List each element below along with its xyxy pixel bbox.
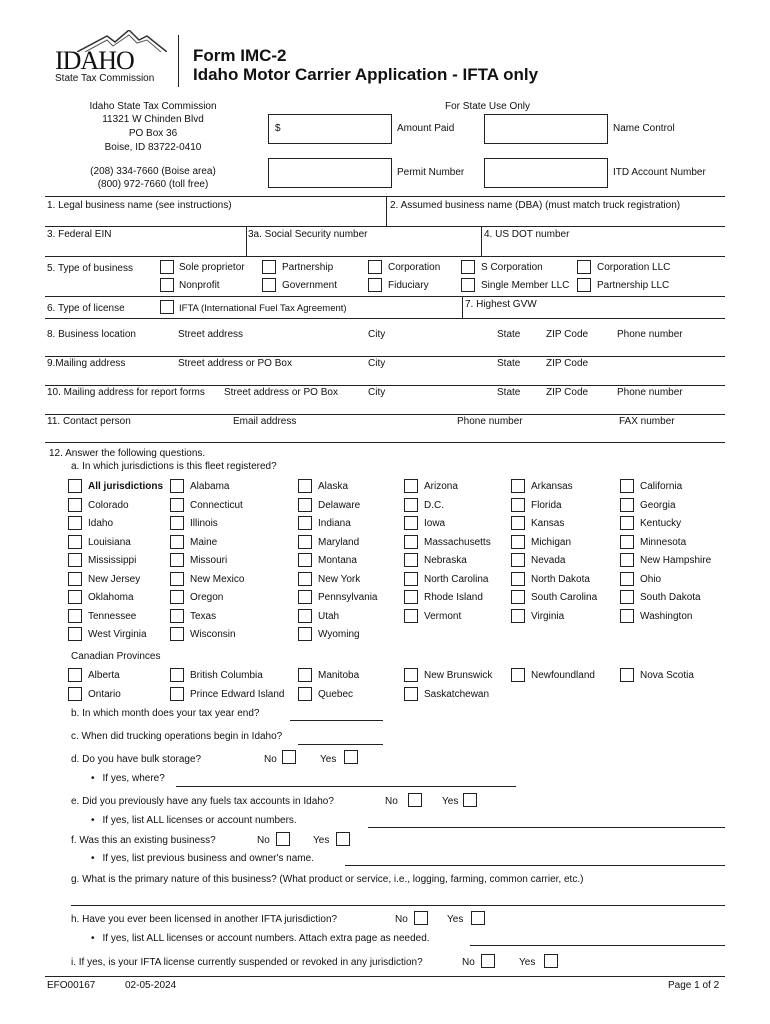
new-jersey-label: New Jersey bbox=[88, 573, 141, 585]
oklahoma-checkbox[interactable] bbox=[68, 590, 82, 604]
illinois-checkbox[interactable] bbox=[170, 516, 184, 530]
maine-checkbox[interactable] bbox=[170, 535, 184, 549]
amount-paid-box[interactable] bbox=[268, 114, 392, 144]
dba-label: 2. Assumed business name (DBA) (must match truck registration) bbox=[390, 200, 681, 211]
bulk-storage-yes-checkbox[interactable] bbox=[344, 750, 358, 764]
massachusetts-checkbox[interactable] bbox=[404, 535, 418, 549]
q12b-question: b. In which month does your tax year end? bbox=[71, 708, 260, 719]
sole-proprietor-label: Sole proprietor bbox=[179, 262, 245, 273]
q12f-yes-label: Yes bbox=[313, 835, 330, 846]
delaware-label: Delaware bbox=[318, 499, 361, 511]
michigan-label: Michigan bbox=[531, 536, 572, 548]
form-title: Idaho Motor Carrier Application - IFTA only bbox=[193, 65, 539, 84]
mailing-address-street: Street address or PO Box bbox=[178, 358, 292, 369]
wyoming-label: Wyoming bbox=[318, 629, 360, 640]
nevada-checkbox[interactable] bbox=[511, 553, 525, 567]
manitoba-label: Manitoba bbox=[318, 670, 360, 681]
ifta-license-checkbox[interactable] bbox=[160, 300, 174, 314]
partnership-checkbox[interactable] bbox=[262, 260, 276, 274]
fiduciary-label: Fiduciary bbox=[388, 280, 429, 291]
nonprofit-label: Nonprofit bbox=[179, 280, 220, 291]
pennsylvania-label: Pennsylvania bbox=[318, 592, 378, 603]
colorado-label: Colorado bbox=[88, 499, 129, 511]
alberta-label: Alberta bbox=[88, 670, 120, 681]
connecticut-label: Connecticut bbox=[190, 499, 243, 511]
kansas-label: Kansas bbox=[531, 518, 565, 529]
form-code: EFO00167 bbox=[47, 980, 96, 991]
new-hampshire-checkbox[interactable] bbox=[620, 553, 634, 567]
california-checkbox[interactable] bbox=[620, 479, 634, 493]
new-mexico-label: New Mexico bbox=[190, 573, 245, 585]
ein-label: 3. Federal EIN bbox=[47, 229, 112, 240]
q12h-no-label: No bbox=[395, 914, 408, 925]
q12g-question: g. What is the primary nature of this business? (What product or service, i.e., logging, farming, common carrier, etc.) bbox=[71, 874, 584, 885]
minnesota-label: Minnesota bbox=[640, 536, 687, 548]
manitoba-checkbox[interactable] bbox=[298, 668, 312, 682]
business-location-city: City bbox=[368, 329, 386, 340]
form-revision-date: 02-05-2024 bbox=[125, 980, 177, 991]
missouri-label: Missouri bbox=[190, 555, 228, 566]
license-type-label: 6. Type of license bbox=[47, 303, 125, 314]
arizona-checkbox[interactable] bbox=[404, 479, 418, 493]
ohio-label: Ohio bbox=[640, 573, 662, 585]
alaska-checkbox[interactable] bbox=[298, 479, 312, 493]
west-virginia-label: West Virginia bbox=[88, 629, 147, 640]
ontario-label: Ontario bbox=[88, 688, 121, 700]
single-member-llc-checkbox[interactable] bbox=[461, 278, 475, 292]
british-columbia-checkbox[interactable] bbox=[170, 668, 184, 682]
mississippi-checkbox[interactable] bbox=[68, 553, 82, 567]
oregon-checkbox[interactable] bbox=[170, 590, 184, 604]
q12-intro: 12. Answer the following questions. bbox=[49, 448, 206, 459]
louisiana-label: Louisiana bbox=[88, 536, 131, 548]
q12e-yes-label: Yes bbox=[442, 796, 459, 807]
wisconsin-label: Wisconsin bbox=[190, 629, 236, 640]
mississippi-label: Mississippi bbox=[88, 555, 137, 566]
saskatchewan-label: Saskatchewan bbox=[424, 688, 490, 700]
other-ifta-yes-checkbox[interactable] bbox=[471, 911, 485, 925]
georgia-label: Georgia bbox=[640, 499, 676, 511]
form-number: Form IMC-2 bbox=[193, 46, 287, 65]
south-dakota-label: South Dakota bbox=[640, 592, 701, 603]
bulk-storage-location-input[interactable] bbox=[176, 786, 516, 787]
q12d-question: d. Do you have bulk storage? bbox=[71, 754, 202, 765]
ssn-label: 3a. Social Security number bbox=[248, 229, 368, 240]
business-location-state: State bbox=[497, 329, 521, 340]
vermont-checkbox[interactable] bbox=[404, 609, 418, 623]
new-york-label: New York bbox=[318, 573, 361, 585]
q12h-yes-label: Yes bbox=[447, 914, 464, 925]
agency-po-box: PO Box 36 bbox=[128, 128, 178, 139]
arkansas-label: Arkansas bbox=[531, 481, 573, 492]
contact-person-label: 11. Contact person bbox=[47, 416, 131, 427]
florida-checkbox[interactable] bbox=[511, 498, 525, 512]
delaware-checkbox[interactable] bbox=[298, 498, 312, 512]
logo-wordmark: IDAHO bbox=[55, 46, 134, 75]
government-label: Government bbox=[282, 280, 338, 291]
logo-subtext: State Tax Commission bbox=[55, 73, 155, 84]
business-type-label: 5. Type of business bbox=[47, 263, 133, 274]
new-york-checkbox[interactable] bbox=[298, 572, 312, 586]
alabama-checkbox[interactable] bbox=[170, 479, 184, 493]
vermont-label: Vermont bbox=[424, 610, 462, 622]
quebec-checkbox[interactable] bbox=[298, 687, 312, 701]
q12c-question: c. When did trucking operations begin in Idaho? bbox=[71, 731, 283, 742]
oregon-label: Oregon bbox=[190, 592, 224, 603]
idaho-checkbox[interactable] bbox=[68, 516, 82, 530]
partnership-llc-checkbox[interactable] bbox=[577, 278, 591, 292]
partnership-llc-label: Partnership LLC bbox=[597, 280, 670, 291]
s-corporation-label: S Corporation bbox=[481, 262, 543, 273]
license-suspended-no-checkbox[interactable] bbox=[481, 954, 495, 968]
corporation-label: Corporation bbox=[388, 262, 441, 273]
british-columbia-label: British Columbia bbox=[190, 670, 263, 681]
quebec-label: Quebec bbox=[318, 688, 354, 700]
bulk-storage-no-checkbox[interactable] bbox=[282, 750, 296, 764]
north-carolina-checkbox[interactable] bbox=[404, 572, 418, 586]
wisconsin-checkbox[interactable] bbox=[170, 627, 184, 641]
single-member-llc-label: Single Member LLC bbox=[481, 280, 570, 291]
s-corporation-checkbox[interactable] bbox=[461, 260, 475, 274]
q12f-question: f. Was this an existing business? bbox=[71, 835, 216, 846]
q12i-no-label: No bbox=[462, 957, 475, 968]
q12f-followup: • If yes, list previous business and owner's name. bbox=[91, 853, 314, 865]
q12h-question: h. Have you ever been licensed in another IFTA jurisdiction? bbox=[71, 914, 338, 925]
usdot-label: 4. US DOT number bbox=[484, 229, 570, 240]
florida-label: Florida bbox=[531, 499, 562, 511]
agency-logo bbox=[55, 30, 175, 85]
washington-label: Washington bbox=[640, 610, 693, 622]
report-address-street: Street address or PO Box bbox=[224, 387, 338, 398]
michigan-checkbox[interactable] bbox=[511, 535, 525, 549]
business-location-zip: ZIP Code bbox=[546, 329, 589, 340]
virginia-checkbox[interactable] bbox=[511, 609, 525, 623]
ohio-checkbox[interactable] bbox=[620, 572, 634, 586]
prior-fuel-tax-no-checkbox[interactable] bbox=[408, 793, 422, 807]
dollar-sign: $ bbox=[275, 123, 281, 134]
q12i-question: i. If yes, is your IFTA license currently suspended or revoked in any jurisdiction? bbox=[71, 957, 423, 968]
arkansas-checkbox[interactable] bbox=[511, 479, 525, 493]
new-brunswick-label: New Brunswick bbox=[424, 670, 493, 681]
new-jersey-checkbox[interactable] bbox=[68, 572, 82, 586]
texas-checkbox[interactable] bbox=[170, 609, 184, 623]
existing-business-yes-checkbox[interactable] bbox=[336, 832, 350, 846]
texas-label: Texas bbox=[190, 610, 217, 622]
alabama-label: Alabama bbox=[190, 481, 230, 492]
agency-city: Boise, ID 83722-0410 bbox=[104, 142, 202, 153]
q12a-question: a. In which jurisdictions is this fleet registered? bbox=[71, 461, 277, 472]
itd-account-label: ITD Account Number bbox=[613, 167, 706, 178]
maryland-label: Maryland bbox=[318, 536, 360, 548]
other-ifta-no-checkbox[interactable] bbox=[414, 911, 428, 925]
d-c-checkbox[interactable] bbox=[404, 498, 418, 512]
alaska-label: Alaska bbox=[318, 481, 349, 492]
existing-business-no-checkbox[interactable] bbox=[276, 832, 290, 846]
q12e-followup: • If yes, list ALL licenses or account numbers. bbox=[91, 815, 297, 827]
canadian-provinces-heading: Canadian Provinces bbox=[71, 651, 161, 662]
contact-fax-label: FAX number bbox=[619, 416, 675, 427]
operations-begin-input[interactable] bbox=[298, 744, 383, 745]
prince-edward-island-label: Prince Edward Island bbox=[190, 688, 285, 700]
business-nature-input[interactable] bbox=[71, 905, 725, 906]
idaho-label: Idaho bbox=[88, 518, 114, 529]
report-address-label: 10. Mailing address for report forms bbox=[47, 387, 205, 398]
kansas-checkbox[interactable] bbox=[511, 516, 525, 530]
georgia-checkbox[interactable] bbox=[620, 498, 634, 512]
fiduciary-checkbox[interactable] bbox=[368, 278, 382, 292]
colorado-checkbox[interactable] bbox=[68, 498, 82, 512]
maine-label: Maine bbox=[190, 536, 218, 548]
report-address-state: State bbox=[497, 387, 521, 398]
agency-name: Idaho State Tax Commission bbox=[89, 101, 217, 112]
north-dakota-label: North Dakota bbox=[531, 573, 590, 585]
contact-phone-label: Phone number bbox=[457, 416, 523, 427]
government-checkbox[interactable] bbox=[262, 278, 276, 292]
tax-year-end-input[interactable] bbox=[290, 720, 383, 721]
all-jurisdictions-label: All jurisdictions bbox=[88, 481, 164, 492]
maryland-checkbox[interactable] bbox=[298, 535, 312, 549]
california-label: California bbox=[640, 481, 683, 492]
prior-accounts-input[interactable] bbox=[368, 827, 725, 828]
louisiana-checkbox[interactable] bbox=[68, 535, 82, 549]
newfoundland-label: Newfoundland bbox=[531, 670, 595, 681]
permit-number-box[interactable] bbox=[268, 158, 392, 188]
washington-checkbox[interactable] bbox=[620, 609, 634, 623]
nonprofit-checkbox[interactable] bbox=[160, 278, 174, 292]
corporation-llc-label: Corporation LLC bbox=[597, 262, 671, 273]
page-number: Page 1 of 2 bbox=[668, 980, 720, 991]
ifta-license-label: IFTA (International Fuel Tax Agreement) bbox=[179, 303, 347, 314]
indiana-label: Indiana bbox=[318, 518, 351, 529]
itd-account-box[interactable] bbox=[484, 158, 608, 188]
rhode-island-checkbox[interactable] bbox=[404, 590, 418, 604]
nova-scotia-checkbox[interactable] bbox=[620, 668, 634, 682]
agency-street: 11321 W Chinden Blvd bbox=[102, 114, 204, 125]
corporation-checkbox[interactable] bbox=[368, 260, 382, 274]
virginia-label: Virginia bbox=[531, 610, 565, 622]
previous-owner-input[interactable] bbox=[345, 865, 725, 866]
arizona-label: Arizona bbox=[424, 481, 458, 492]
missouri-checkbox[interactable] bbox=[170, 553, 184, 567]
business-location-label: 8. Business location bbox=[47, 329, 136, 340]
q12i-yes-label: Yes bbox=[519, 957, 536, 968]
wyoming-checkbox[interactable] bbox=[298, 627, 312, 641]
header-divider bbox=[178, 35, 179, 87]
partnership-label: Partnership bbox=[282, 262, 334, 273]
nova-scotia-label: Nova Scotia bbox=[640, 670, 694, 681]
mailing-address-zip: ZIP Code bbox=[546, 358, 589, 369]
mailing-address-state: State bbox=[497, 358, 521, 369]
q12e-no-label: No bbox=[385, 796, 398, 807]
utah-label: Utah bbox=[318, 610, 340, 622]
agency-phone-tollfree: (800) 972-7660 (toll free) bbox=[97, 179, 209, 190]
minnesota-checkbox[interactable] bbox=[620, 535, 634, 549]
name-control-label: Name Control bbox=[613, 123, 675, 134]
oklahoma-label: Oklahoma bbox=[88, 592, 134, 603]
sole-proprietor-checkbox[interactable] bbox=[160, 260, 174, 274]
massachusetts-label: Massachusetts bbox=[424, 536, 491, 548]
business-location-phone: Phone number bbox=[617, 329, 683, 340]
business-location-street: Street address bbox=[178, 329, 244, 340]
indiana-checkbox[interactable] bbox=[298, 516, 312, 530]
newfoundland-checkbox[interactable] bbox=[511, 668, 525, 682]
south-carolina-checkbox[interactable] bbox=[511, 590, 525, 604]
agency-phone-local: (208) 334-7660 (Boise area) bbox=[90, 166, 216, 177]
report-address-city: City bbox=[368, 387, 386, 398]
report-address-phone: Phone number bbox=[617, 387, 683, 398]
connecticut-checkbox[interactable] bbox=[170, 498, 184, 512]
license-suspended-yes-checkbox[interactable] bbox=[544, 954, 558, 968]
south-dakota-checkbox[interactable] bbox=[620, 590, 634, 604]
west-virginia-checkbox[interactable] bbox=[68, 627, 82, 641]
nebraska-label: Nebraska bbox=[424, 555, 467, 566]
kentucky-label: Kentucky bbox=[640, 518, 682, 529]
report-address-zip: ZIP Code bbox=[546, 387, 589, 398]
state-use-heading: For State Use Only bbox=[445, 101, 531, 112]
q12f-no-label: No bbox=[257, 835, 270, 846]
q12d-yes-label: Yes bbox=[320, 754, 337, 765]
new-brunswick-checkbox[interactable] bbox=[404, 668, 418, 682]
tennessee-checkbox[interactable] bbox=[68, 609, 82, 623]
iowa-checkbox[interactable] bbox=[404, 516, 418, 530]
q12h-followup: • If yes, list ALL licenses or account numbers. Attach extra page as needed. bbox=[91, 933, 430, 945]
other-ifta-accounts-input[interactable] bbox=[470, 945, 725, 946]
all-jurisdictions-checkbox[interactable] bbox=[68, 479, 82, 493]
q12e-question: e. Did you previously have any fuels tax accounts in Idaho? bbox=[71, 796, 334, 807]
q12d-followup: • If yes, where? bbox=[91, 773, 165, 785]
utah-checkbox[interactable] bbox=[298, 609, 312, 623]
q12d-no-label: No bbox=[264, 754, 277, 765]
nevada-label: Nevada bbox=[531, 555, 566, 566]
tennessee-label: Tennessee bbox=[88, 610, 137, 622]
new-hampshire-label: New Hampshire bbox=[640, 555, 712, 566]
mailing-address-label: 9.Mailing address bbox=[47, 358, 126, 369]
montana-label: Montana bbox=[318, 555, 357, 566]
north-carolina-label: North Carolina bbox=[424, 573, 489, 585]
name-control-box[interactable] bbox=[484, 114, 608, 144]
highest-gvw-label: 7. Highest GVW bbox=[465, 299, 537, 310]
north-dakota-checkbox[interactable] bbox=[511, 572, 525, 586]
contact-email-label: Email address bbox=[233, 416, 297, 427]
illinois-label: Illinois bbox=[190, 518, 218, 529]
permit-number-label: Permit Number bbox=[397, 167, 465, 178]
alberta-checkbox[interactable] bbox=[68, 668, 82, 682]
prince-edward-island-checkbox[interactable] bbox=[170, 687, 184, 701]
d-c-label: D.C. bbox=[424, 499, 444, 511]
iowa-label: Iowa bbox=[424, 518, 446, 529]
nebraska-checkbox[interactable] bbox=[404, 553, 418, 567]
prior-fuel-tax-yes-checkbox[interactable] bbox=[463, 793, 477, 807]
ontario-checkbox[interactable] bbox=[68, 687, 82, 701]
pennsylvania-checkbox[interactable] bbox=[298, 590, 312, 604]
new-mexico-checkbox[interactable] bbox=[170, 572, 184, 586]
amount-paid-label: Amount Paid bbox=[397, 123, 455, 134]
rhode-island-label: Rhode Island bbox=[424, 592, 483, 603]
corporation-llc-checkbox[interactable] bbox=[577, 260, 591, 274]
south-carolina-label: South Carolina bbox=[531, 592, 598, 603]
montana-checkbox[interactable] bbox=[298, 553, 312, 567]
mailing-address-city: City bbox=[368, 358, 386, 369]
saskatchewan-checkbox[interactable] bbox=[404, 687, 418, 701]
kentucky-checkbox[interactable] bbox=[620, 516, 634, 530]
legal-name-label: 1. Legal business name (see instructions) bbox=[47, 200, 232, 211]
